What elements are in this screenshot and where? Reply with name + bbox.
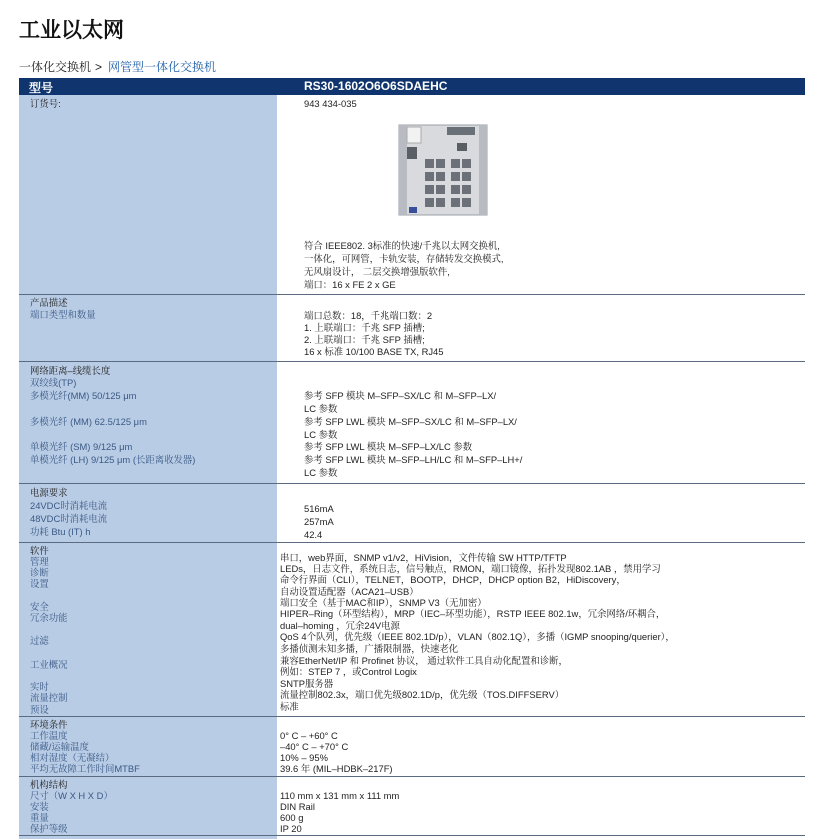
software-value-3: 命令行界面（CLI），TELNET，BOOTP，DHCP，DHCP option B2，HiDiscovery， — [280, 574, 626, 585]
environment-value-optemp: 0° C – +60° C — [280, 730, 338, 741]
software-value-7: dual–homing ，冗余24V电源 — [280, 620, 400, 631]
environment-label-storetemp: 储藏/运输温度 — [30, 741, 89, 752]
network-label-tp: 双绞线(TP) — [30, 377, 77, 388]
table-header — [19, 78, 805, 95]
switch-device-image — [395, 123, 491, 219]
product-value-3: 2. 上联端口：千兆 SFP 插槽; — [304, 334, 425, 345]
software-label-diag: 诊断 — [30, 567, 49, 578]
software-value-11: 例如：STEP 7 ，或Control Logix — [280, 666, 417, 677]
software-value-6: HIPER–Ring（环型结构），MRP（IEC–环型功能），RSTP IEEE 802.1w，冗余网络/环耦合， — [280, 608, 666, 619]
environment-label-humidity: 相对湿度（无凝结） — [30, 752, 115, 763]
network-label-mm50: 多模光纤(MM) 50/125 μm — [30, 390, 137, 401]
software-label-redundancy: 冗余功能 — [30, 612, 68, 623]
mechanical-label-weight: 重量 — [30, 812, 49, 823]
power-heading: 电源要求 — [30, 487, 68, 498]
environment-value-mtbf: 39.6 年 (MIL–HDBK–217F) — [280, 763, 393, 774]
section-divider — [19, 542, 805, 543]
software-label-mgmt: 管理 — [30, 556, 49, 567]
power-value-btu: 42.4 — [304, 529, 323, 540]
breadcrumb — [19, 58, 216, 75]
breadcrumb-parent[interactable]: 一体化交换机 — [19, 60, 92, 74]
software-value-4: 自动设置适配器（ACA21–USB） — [280, 586, 419, 597]
network-value-3: 参考 SFP LWL 模块 M–SFP–SX/LC 和 M–SFP–LX/ — [304, 416, 517, 427]
section-divider — [19, 361, 805, 362]
software-label-preset: 预设 — [30, 704, 49, 715]
power-value-48v: 257mA — [304, 516, 334, 527]
order-label: 订货号: — [30, 98, 61, 109]
product-value-2: 1. 上联端口：千兆 SFP 插槽; — [304, 322, 425, 333]
software-value-13: 流量控制802.3x，端口优先级802.1D/p，优先级（TOS.DIFFSERV） — [280, 689, 565, 700]
environment-value-humidity: 10% – 95% — [280, 752, 328, 763]
environment-heading: 环境条件 — [30, 719, 68, 730]
mechanical-value-dimensions: 110 mm x 131 mm x 111 mm — [280, 790, 400, 801]
section-divider — [19, 776, 805, 777]
software-value-8: QoS 4个队列，优先级（IEEE 802.1D/p），VLAN（802.1Q），多播（IGMP snooping/querier）， — [280, 631, 675, 642]
network-heading: 网络距离–线缆长度 — [30, 365, 111, 376]
order-number: 943 434-035 — [304, 98, 357, 109]
product-value-1: 端口总数：18，千兆端口数：2 — [304, 310, 433, 321]
order-desc-2: 一体化，可网管，卡轨安装，存储转发交换模式, — [304, 253, 504, 264]
network-value-2: LC 参数 — [304, 403, 338, 414]
product-value-4: 16 x 标准 10/100 BASE TX, RJ45 — [304, 346, 444, 357]
power-label-48v: 48VDC时消耗电流 — [30, 513, 108, 524]
section-divider — [19, 294, 805, 295]
mechanical-value-weight: 600 g — [280, 812, 304, 823]
software-label-industrial: 工业概况 — [30, 659, 68, 670]
section-divider — [19, 483, 805, 484]
software-label-realtime: 实时 — [30, 681, 49, 692]
power-label-btu: 功耗 Btu (IT) h — [30, 526, 91, 537]
header-model: RS30-1602O6O6SDAEHC — [304, 79, 448, 93]
header-label: 型号 — [29, 81, 54, 95]
software-label-filter: 过滤 — [30, 635, 49, 646]
order-desc-4: 端口：16 x FE 2 x GE — [304, 279, 396, 290]
network-value-6: 参考 SFP LWL 模块 M–SFP–LH/LC 和 M–SFP–LH+/ — [304, 454, 523, 465]
network-value-4: LC 参数 — [304, 429, 338, 440]
network-label-lh: 单模光纤 (LH) 9/125 μm (长距离收发器) — [30, 454, 196, 465]
mechanical-heading: 机构结构 — [30, 779, 68, 790]
section-divider — [19, 716, 805, 717]
network-value-5: 参考 SFP LWL 模块 M–SFP–LX/LC 参数 — [304, 441, 473, 452]
environment-value-storetemp: –40° C – +70° C — [280, 741, 349, 752]
software-value-14: 标准 — [280, 701, 299, 712]
software-heading: 软件 — [30, 545, 49, 556]
mechanical-value-protection: IP 20 — [280, 823, 302, 834]
page-title: 工业以太网 — [19, 19, 124, 42]
software-value-9: 多播侦测未知多播，广播限制器，快速老化 — [280, 643, 459, 654]
breadcrumb-separator: > — [95, 60, 103, 74]
mechanical-label-dimensions: 尺寸（W X H X D） — [30, 790, 113, 801]
order-desc-3: 无风扇设计， 二层交换增强版软件, — [304, 266, 450, 277]
mechanical-label-mounting: 安装 — [30, 801, 49, 812]
software-label-security: 安全 — [30, 601, 49, 612]
software-label-config: 设置 — [30, 578, 49, 589]
product-heading: 产品描述 — [30, 297, 68, 308]
order-desc-1: 符合 IEEE802. 3标准的快速/千兆以太网交换机, — [304, 240, 500, 251]
network-label-sm: 单模光纤 (SM) 9/125 μm — [30, 441, 133, 452]
software-label-flowctrl: 流量控制 — [30, 692, 68, 703]
network-value-1: 参考 SFP 模块 M–SFP–SX/LC 和 M–SFP–LX/ — [304, 390, 497, 401]
breadcrumb-current[interactable]: 网管型一体化交换机 — [108, 60, 217, 74]
mechanical-value-mounting: DIN Rail — [280, 801, 315, 812]
power-value-24v: 516mA — [304, 503, 334, 514]
section-divider — [19, 835, 805, 836]
mechanical-label-protection: 保护等级 — [30, 823, 68, 834]
network-value-7: LC 参数 — [304, 467, 338, 478]
software-value-2: LEDs，日志文件，系统日志，信号触点，RMON，端口镜像，拓扑发现802.1AB ，禁用学习 — [280, 563, 661, 574]
software-value-10: 兼容EtherNet/IP 和 Profinet 协议， 通过软件工具自动化配置和诊断， — [280, 655, 568, 666]
software-value-5: 端口安全（基于MAC和IP），SNMP V3（无加密） — [280, 597, 487, 608]
environment-label-optemp: 工作温度 — [30, 730, 68, 741]
power-label-24v: 24VDC时消耗电流 — [30, 500, 108, 511]
product-label: 端口类型和数量 — [30, 309, 96, 320]
network-label-mm625: 多模光纤 (MM) 62.5/125 μm — [30, 416, 147, 427]
software-value-1: 串口，web界面，SNMP v1/v2，HiVision，文件传输 SW HTTP/TFTP — [280, 552, 567, 563]
environment-label-mtbf: 平均无故障工作时间MTBF — [30, 763, 140, 774]
software-value-12: SNTP服务器 — [280, 678, 334, 689]
